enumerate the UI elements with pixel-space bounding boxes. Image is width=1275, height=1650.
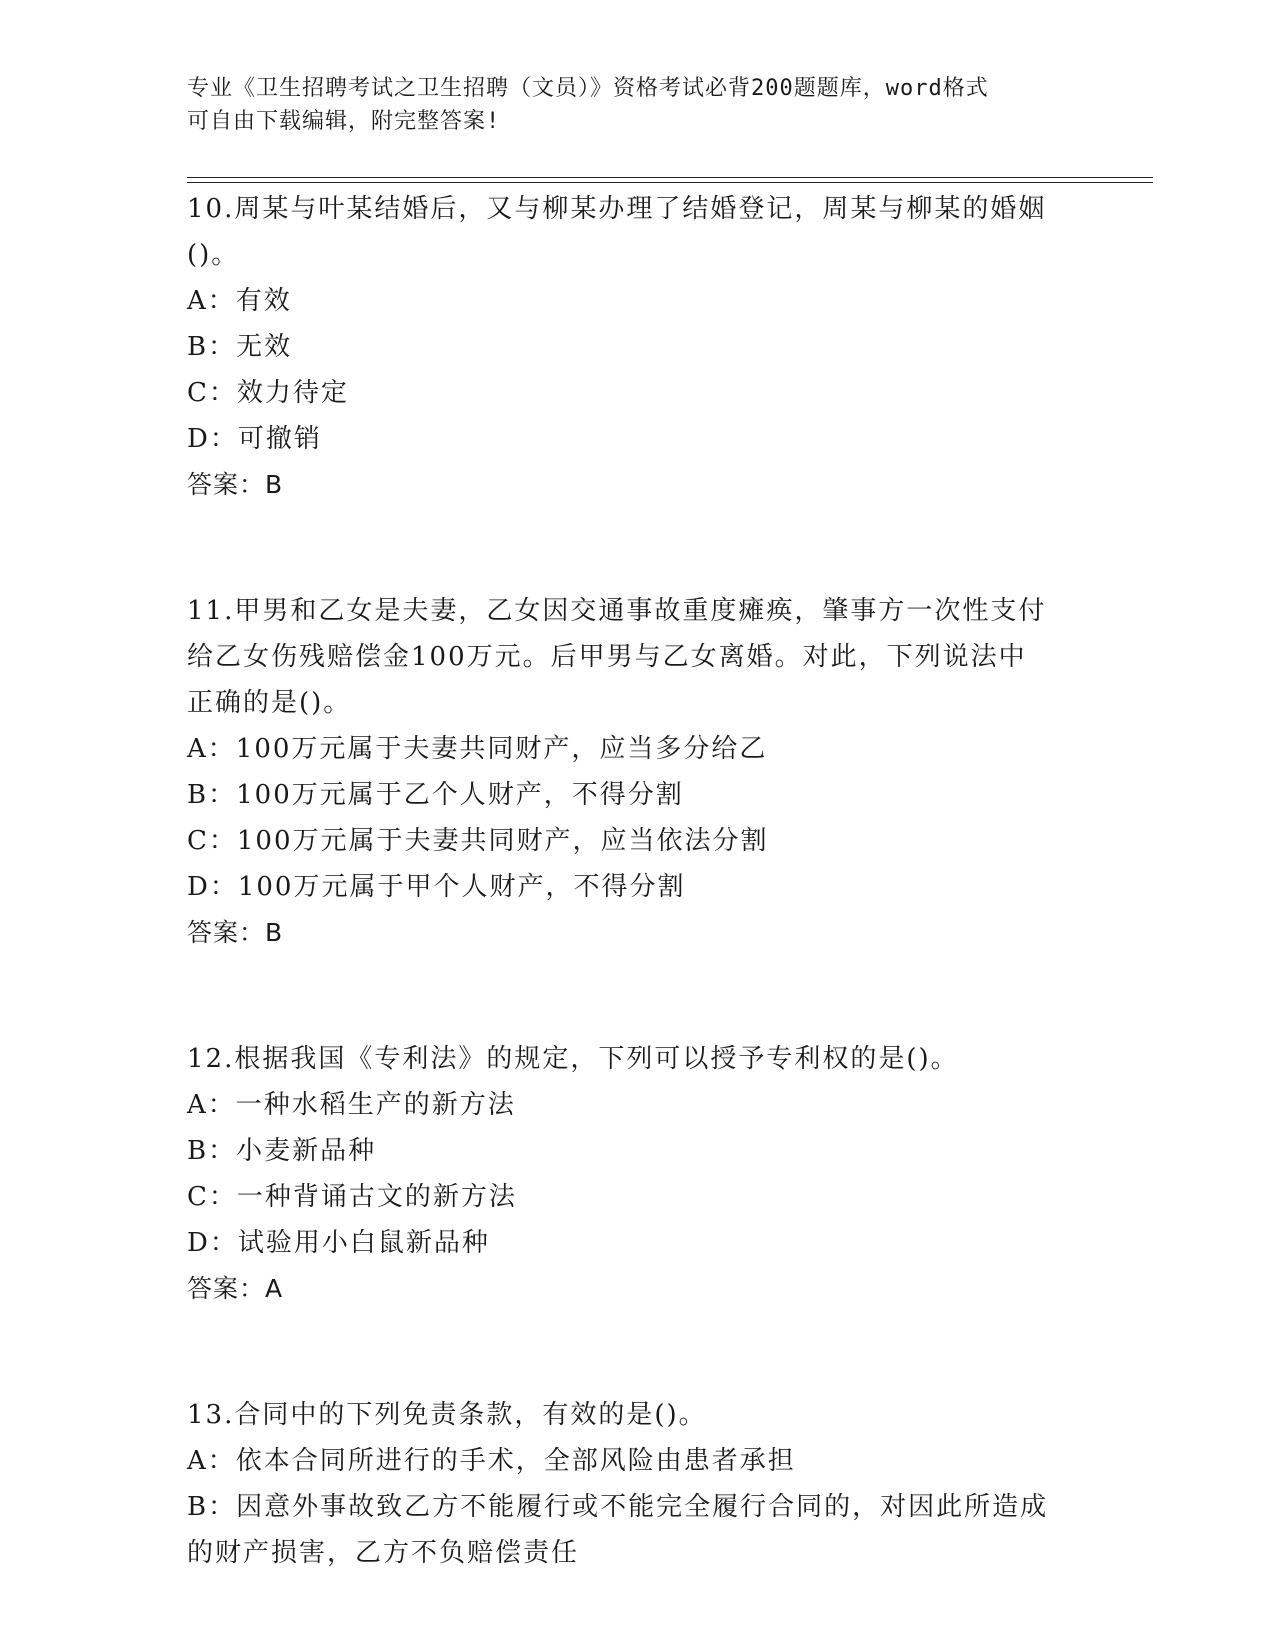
question-11 xyxy=(187,588,1087,956)
answer: 答案：B xyxy=(187,470,284,499)
option-c: C：效力待定 xyxy=(187,378,349,408)
question-13 xyxy=(187,1392,1087,1576)
answer: 答案：B xyxy=(187,918,284,947)
option-c: C：一种背诵古文的新方法 xyxy=(187,1182,517,1212)
option-d: D：试验用小白鼠新品种 xyxy=(187,1228,490,1258)
question-stem: 12.根据我国《专利法》的规定，下列可以授予专利权的是()。 xyxy=(187,1044,959,1074)
question-stem: 13.合同中的下列免责条款，有效的是()。 xyxy=(187,1400,707,1430)
header-line-1: 专业《卫生招聘考试之卫生招聘（文员）》资格考试必背200题题库，word格式 xyxy=(187,76,989,101)
option-d: D：100万元属于甲个人财产，不得分割 xyxy=(187,872,686,902)
question-list xyxy=(187,186,1087,1576)
header-divider-bottom xyxy=(187,182,1153,183)
answer: 答案：A xyxy=(187,1274,284,1303)
option-a: A：依本合同所进行的手术，全部风险由患者承担 xyxy=(187,1446,796,1476)
option-c: C：100万元属于夫妻共同财产，应当依法分割 xyxy=(187,826,769,856)
option-a: A：一种水稻生产的新方法 xyxy=(187,1090,516,1120)
question-stem: 11.甲男和乙女是夫妻，乙女因交通事故重度瘫痪，肇事方一次性支付 xyxy=(187,596,1047,626)
option-a: A：有效 xyxy=(187,286,292,316)
option-b-continued: 的财产损害，乙方不负赔偿责任 xyxy=(187,1538,580,1568)
option-b: B：无效 xyxy=(187,332,293,362)
question-stem: 10.周某与叶某结婚后，又与柳某办理了结婚登记，周某与柳某的婚姻 xyxy=(187,194,1047,224)
question-stem: ()。 xyxy=(187,240,240,270)
document-header xyxy=(187,72,1067,138)
option-b: B：因意外事故致乙方不能履行或不能完全履行合同的，对因此所造成 xyxy=(187,1492,1049,1522)
option-d: D：可撤销 xyxy=(187,424,322,454)
header-line-2: 可自由下载编辑，附完整答案! xyxy=(187,109,501,134)
option-b: B：100万元属于乙个人财产，不得分割 xyxy=(187,780,684,810)
option-a: A：100万元属于夫妻共同财产，应当多分给乙 xyxy=(187,734,768,764)
option-b: B：小麦新品种 xyxy=(187,1136,377,1166)
question-stem: 给乙女伤残赔偿金100万元。后甲男与乙女离婚。对此，下列说法中 xyxy=(187,642,1027,672)
header-divider-top xyxy=(187,177,1153,178)
question-12 xyxy=(187,1036,1087,1312)
question-10 xyxy=(187,186,1087,508)
question-stem: 正确的是()。 xyxy=(187,688,352,718)
